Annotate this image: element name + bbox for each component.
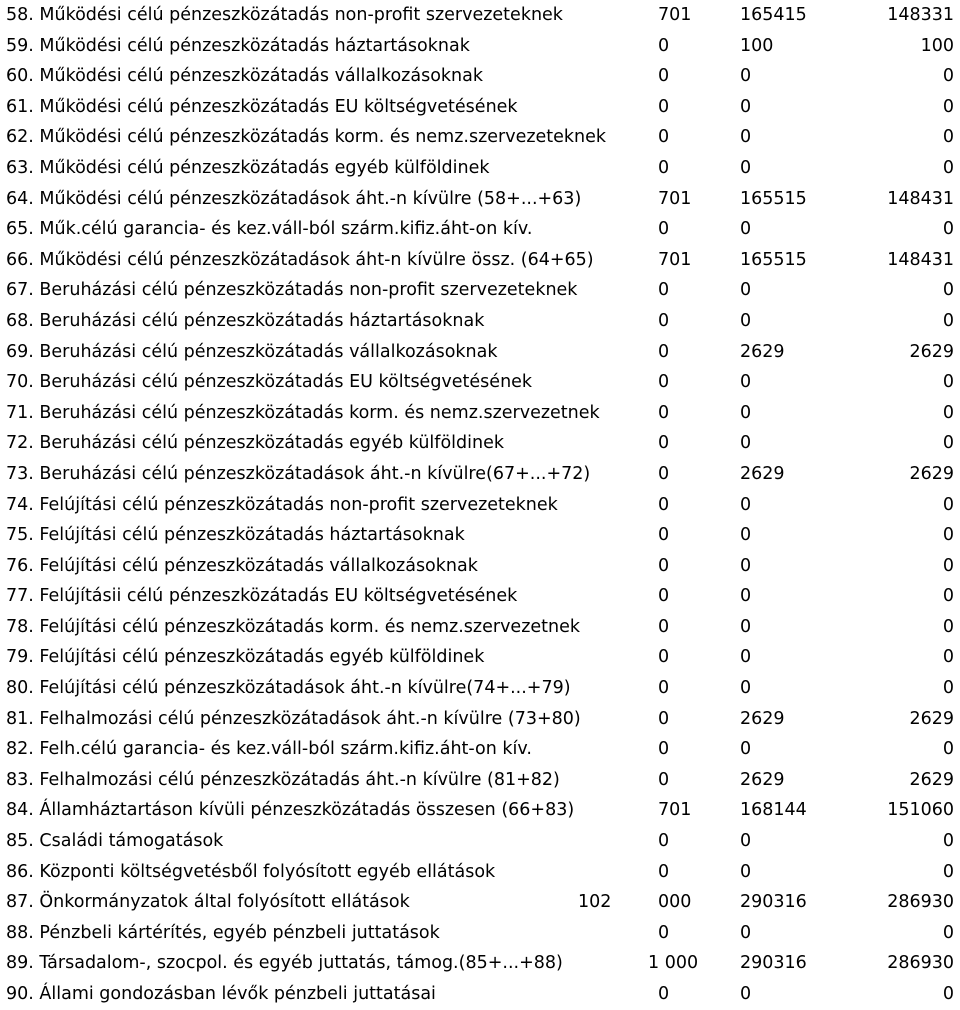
row-value-col1: 0: [658, 861, 670, 882]
row-value-col3: 0: [942, 66, 954, 87]
row-value-col3: 148331: [887, 5, 954, 25]
row-value-col2: 0: [740, 647, 752, 668]
table-row: [0, 765, 960, 796]
row-value-col3: 2629: [909, 769, 954, 790]
row-value-col3: 0: [942, 96, 954, 117]
row-value-col3: 0: [942, 127, 954, 148]
row-value-col1: 0: [658, 616, 670, 637]
row-value-col1: 0: [658, 831, 670, 852]
row-label: 78. Felújítási célú pénzeszközátadás korm. és nemz.szervezetnek: [6, 616, 580, 637]
table-row: [0, 581, 960, 612]
row-value-col2: 290316: [740, 953, 807, 974]
row-label: 74. Felújítási célú pénzeszközátadás non-profit szervezeteknek: [6, 494, 558, 515]
row-value-col3: 0: [942, 280, 954, 301]
row-value-col3: 0: [942, 310, 954, 331]
table-row: [0, 245, 960, 276]
row-value-col3: 148431: [887, 249, 954, 270]
row-value-col3: 0: [942, 219, 954, 240]
table-row: [0, 398, 960, 429]
row-label: 88. Pénzbeli kártérítés, egyéb pénzbeli juttatások: [6, 922, 440, 943]
row-label: 67. Beruházási célú pénzeszközátadás non-profit szervezeteknek: [6, 280, 578, 301]
row-value-col1: 0: [658, 494, 670, 515]
table-row: [0, 153, 960, 184]
row-value-col2: 0: [740, 984, 752, 1004]
row-value-col2: 2629: [740, 708, 785, 729]
row-value-col1: 0: [658, 402, 670, 423]
row-value-col1: 0: [658, 372, 670, 393]
row-label: 65. Műk.célú garancia- és kez.váll-ból szárm.kifiz.áht-on kív.: [6, 219, 533, 240]
table-row: [0, 642, 960, 673]
row-value-col1: 0: [658, 984, 670, 1004]
row-value-col2: 0: [740, 372, 752, 393]
row-value-col2: 0: [740, 157, 752, 178]
row-value-col1: 701: [658, 5, 692, 25]
row-value-col1: 0: [658, 310, 670, 331]
row-label: 64. Működési célú pénzeszközátadások áht.-n kívülre (58+...+63): [6, 188, 582, 209]
row-label: 87. Önkormányzatok által folyósított ellátások: [6, 892, 410, 913]
row-value-col3: 286930: [887, 953, 954, 974]
row-label: 75. Felújítási célú pénzeszközátadás háztartásoknak: [6, 525, 465, 546]
table-row: [0, 795, 960, 826]
row-value-col3: 2629: [909, 341, 954, 362]
row-value-col2: 0: [740, 433, 752, 454]
row-value-col2: 165515: [740, 188, 807, 209]
table-row: [0, 490, 960, 521]
row-value-col3: 0: [942, 922, 954, 943]
row-label: 60. Működési célú pénzeszközátadás vállalkozásoknak: [6, 66, 483, 87]
row-label: 80. Felújítási célú pénzeszközátadások áht.-n kívülre(74+...+79): [6, 678, 571, 699]
row-value-col3: 0: [942, 586, 954, 607]
row-value-col3: 0: [942, 402, 954, 423]
row-value-col2: 0: [740, 127, 752, 148]
row-value-col2: 0: [740, 831, 752, 852]
row-value-col1: 0: [658, 280, 670, 301]
row-label: 89. Társadalom-, szocpol. és egyéb juttatás, támog.(85+...+88): [6, 953, 563, 974]
row-value-col1: 0: [658, 341, 670, 362]
row-value-col3: 0: [942, 861, 954, 882]
row-value-col3: 0: [942, 555, 954, 576]
row-value-col3: 0: [942, 494, 954, 515]
row-value-col1: 0: [658, 66, 670, 87]
row-value-col1: 701: [658, 800, 692, 821]
row-value-col2: 0: [740, 402, 752, 423]
row-value-col1: 0: [658, 739, 670, 760]
row-value-col1: 000: [658, 892, 692, 913]
row-value-col1: 0: [658, 555, 670, 576]
row-label: 62. Működési célú pénzeszközátadás korm. és nemz.szervezeteknek: [6, 127, 607, 148]
row-value-col2: 0: [740, 555, 752, 576]
row-value-col2: 165515: [740, 249, 807, 270]
row-value-col2: 0: [740, 586, 752, 607]
row-value-col2: 0: [740, 219, 752, 240]
row-value-col1: 0: [658, 647, 670, 668]
row-value-col3: 0: [942, 831, 954, 852]
row-label: 61. Működési célú pénzeszközátadás EU költségvetésének: [6, 96, 518, 117]
row-value-col2: 0: [740, 616, 752, 637]
row-label: 59. Működési célú pénzeszközátadás háztartásoknak: [6, 35, 470, 56]
table-row: [0, 306, 960, 337]
table-row: [0, 673, 960, 704]
row-value-col3: 148431: [887, 188, 954, 209]
row-value-col1: 0: [658, 96, 670, 117]
row-label: 69. Beruházási célú pénzeszközátadás vállalkozásoknak: [6, 341, 498, 362]
row-value-col1: 701: [658, 188, 692, 209]
row-value-col2: 2629: [740, 341, 785, 362]
row-value-col3: 100: [920, 35, 954, 56]
row-label: 73. Beruházási célú pénzeszközátadások áht.-n kívülre(67+...+72): [6, 463, 591, 484]
table-row: [0, 857, 960, 888]
row-value-prefix: 102: [578, 892, 612, 913]
row-value-col2: 0: [740, 494, 752, 515]
row-label: 70. Beruházási célú pénzeszközátadás EU költségvetésének: [6, 372, 533, 393]
row-label: 82. Felh.célú garancia- és kez.váll-ból szárm.kifiz.áht-on kív.: [6, 739, 532, 760]
row-value-col2: 0: [740, 861, 752, 882]
row-value-col1: 0: [658, 586, 670, 607]
row-value-col1: 0: [658, 157, 670, 178]
row-value-col3: 0: [942, 157, 954, 178]
row-value-col3: 0: [942, 647, 954, 668]
table-row: [0, 520, 960, 551]
row-value-col1: 0: [658, 463, 670, 484]
table-row: [0, 184, 960, 215]
row-value-col2: 0: [740, 739, 752, 760]
row-value-col3: 0: [942, 372, 954, 393]
row-value-col1: 0: [658, 769, 670, 790]
row-label: 84. Államháztartáson kívüli pénzeszközátadás összesen (66+83): [6, 800, 575, 821]
table-row: [0, 459, 960, 490]
row-label: 85. Családi támogatások: [6, 831, 224, 852]
row-value-col1: 0: [658, 678, 670, 699]
row-value-col3: 2629: [909, 708, 954, 729]
row-value-col1: 1 000: [648, 953, 699, 974]
table-row: [0, 122, 960, 153]
row-label: 86. Központi költségvetésből folyósított egyéb ellátások: [6, 861, 496, 882]
row-label: 83. Felhalmozási célú pénzeszközátadás áht.-n kívülre (81+82): [6, 769, 560, 790]
table-row: [0, 612, 960, 643]
row-value-col2: 290316: [740, 892, 807, 913]
row-label: 81. Felhalmozási célú pénzeszközátadások áht.-n kívülre (73+80): [6, 708, 581, 729]
row-value-col2: 0: [740, 525, 752, 546]
row-value-col2: 2629: [740, 463, 785, 484]
table-row: [0, 428, 960, 459]
row-value-col2: 0: [740, 96, 752, 117]
row-value-col3: 0: [942, 984, 954, 1004]
table-row: [0, 92, 960, 123]
row-label: 68. Beruházási célú pénzeszközátadás háztartásoknak: [6, 310, 485, 331]
row-value-col2: 0: [740, 678, 752, 699]
row-value-col2: 165415: [740, 5, 807, 25]
row-label: 79. Felújítási célú pénzeszközátadás egyéb külföldinek: [6, 647, 485, 668]
table-row: [0, 367, 960, 398]
table-row: [0, 337, 960, 368]
row-label: 58. Működési célú pénzeszközátadás non-profit szervezeteknek: [6, 5, 563, 25]
table-row: [0, 826, 960, 857]
row-value-col3: 151060: [887, 800, 954, 821]
table-row: [0, 979, 960, 1010]
row-value-col1: 0: [658, 219, 670, 240]
row-label: 76. Felújítási célú pénzeszközátadás vállalkozásoknak: [6, 555, 478, 576]
row-label: 66. Működési célú pénzeszközátadások áht-n kívülre össz. (64+65): [6, 249, 594, 270]
row-value-col1: 0: [658, 525, 670, 546]
table-row: [0, 214, 960, 245]
row-value-col3: 0: [942, 616, 954, 637]
table-row: [0, 918, 960, 949]
row-value-col1: 0: [658, 35, 670, 56]
row-value-col3: 0: [942, 525, 954, 546]
row-value-col2: 0: [740, 280, 752, 301]
table-row: [0, 0, 960, 31]
row-value-col3: 0: [942, 739, 954, 760]
table-row: [0, 551, 960, 582]
row-value-col2: 0: [740, 922, 752, 943]
table-row: [0, 734, 960, 765]
row-value-col1: 0: [658, 922, 670, 943]
row-value-col3: 0: [942, 678, 954, 699]
row-label: 72. Beruházási célú pénzeszközátadás egyéb külföldinek: [6, 433, 504, 454]
row-value-col1: 701: [658, 249, 692, 270]
row-value-col3: 0: [942, 433, 954, 454]
row-value-col1: 0: [658, 708, 670, 729]
row-label: 71. Beruházási célú pénzeszközátadás korm. és nemz.szervezetnek: [6, 402, 600, 423]
row-value-col2: 100: [740, 35, 774, 56]
row-label: 63. Működési célú pénzeszközátadás egyéb külföldinek: [6, 157, 490, 178]
row-value-col1: 0: [658, 433, 670, 454]
row-value-col1: 0: [658, 127, 670, 148]
table-row: [0, 887, 960, 918]
table-row: [0, 948, 960, 979]
row-value-col2: 0: [740, 66, 752, 87]
table-row: [0, 704, 960, 735]
row-label: 90. Állami gondozásban lévők pénzbeli juttatásai: [6, 984, 436, 1004]
row-value-col2: 168144: [740, 800, 807, 821]
row-value-col3: 2629: [909, 463, 954, 484]
table-row: [0, 31, 960, 62]
row-value-col3: 286930: [887, 892, 954, 913]
table-row: [0, 61, 960, 92]
row-value-col2: 0: [740, 310, 752, 331]
table-row: [0, 275, 960, 306]
row-label: 77. Felújításii célú pénzeszközátadás EU költségvetésének: [6, 586, 518, 607]
row-value-col2: 2629: [740, 769, 785, 790]
